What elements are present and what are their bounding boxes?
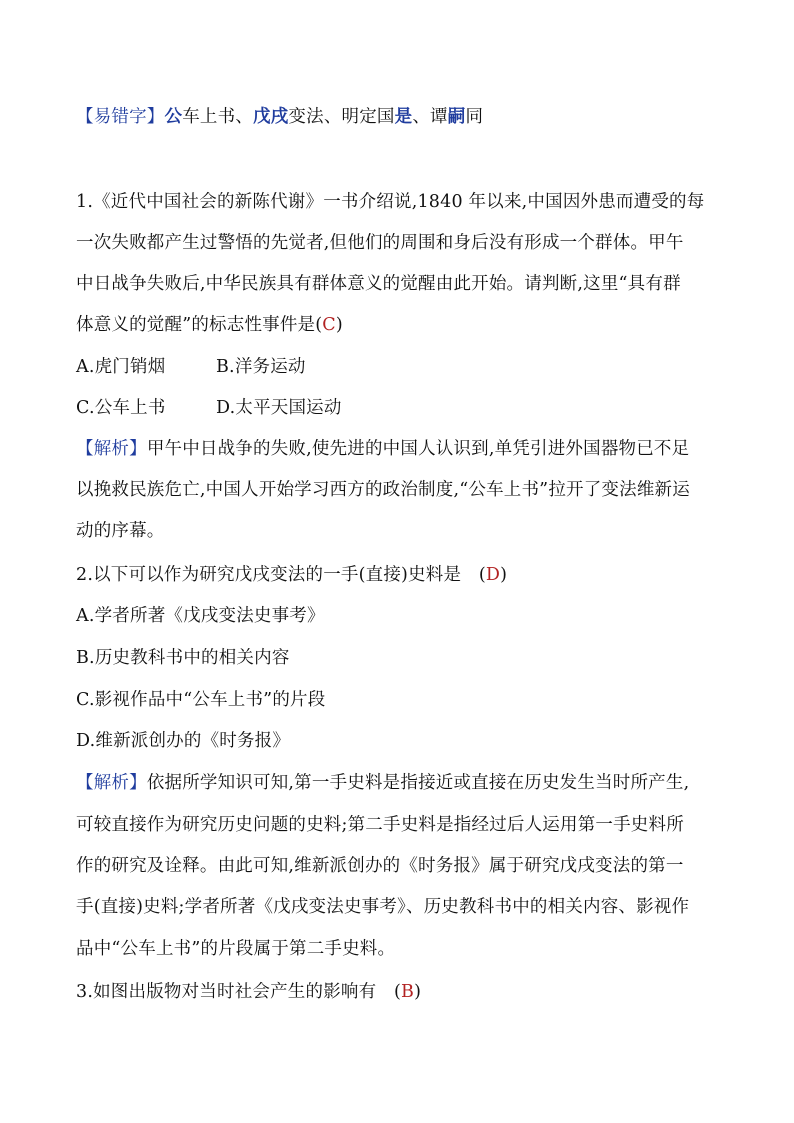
q2-stem bbox=[76, 565, 726, 585]
error-prone-words bbox=[165, 107, 484, 127]
q1-stem-line-1: 1.《近代中国社会的新陈代谢》一书介绍说,1840 年以来,中国因外患而遭受的每 bbox=[76, 192, 705, 212]
q1-option-a: A.虎门销烟 bbox=[76, 357, 166, 377]
header-text-segment: 车上书、 bbox=[182, 107, 254, 127]
q1-answer: C bbox=[322, 315, 336, 335]
q1-analysis-text-1: 甲午中日战争的失败,使先进的中国人认识到,单凭引进外国器物已不足 bbox=[146, 439, 690, 459]
q2-stem-text: 2.以下可以作为研究戊戌变法的一手(直接)史料是 ( bbox=[76, 565, 486, 585]
q1-stem-line-2: 一次失败都产生过警悟的先觉者,但他们的周围和身后没有形成一个群体。甲午 bbox=[76, 233, 684, 253]
q3-stem bbox=[76, 982, 726, 1002]
q1-analysis-tag: 【解析】 bbox=[76, 439, 147, 459]
q2-option-a: A.学者所著《戊戌变法史事考》 bbox=[76, 606, 325, 626]
q1-stem-close: ) bbox=[335, 315, 343, 335]
q1-analysis-line-2: 以挽救民族危亡,中国人开始学习西方的政治制度,“公车上书”拉开了变法维新运 bbox=[76, 480, 690, 500]
q2-analysis-tag: 【解析】 bbox=[76, 773, 147, 793]
error-prone-char: 公 bbox=[164, 107, 183, 127]
q3-stem-text: 3.如图出版物对当时社会产生的影响有 ( bbox=[76, 982, 402, 1002]
q1-stem-text: 体意义的觉醒”的标志性事件是( bbox=[76, 315, 323, 335]
q1-option-b: B.洋务运动 bbox=[216, 357, 306, 377]
q2-analysis-line-5: 品中“公车上书”的片段属于第二手史料。 bbox=[76, 939, 396, 959]
q2-analysis-line-1 bbox=[76, 773, 726, 793]
q1-analysis-line-3: 动的序幕。 bbox=[76, 521, 165, 541]
q2-stem-close: ) bbox=[500, 565, 508, 585]
q2-answer: D bbox=[485, 565, 501, 585]
error-prone-characters-line bbox=[76, 107, 726, 127]
header-text-segment: 同 bbox=[465, 107, 484, 127]
q1-stem-line-3: 中日战争失败后,中华民族具有群体意义的觉醒由此开始。请判断,这里“具有群 bbox=[76, 274, 681, 294]
error-prone-char: 戊戌 bbox=[253, 107, 289, 127]
q2-analysis-line-3: 作的研究及诠释。由此可知,维新派创办的《时务报》属于研究戊戌变法的第一 bbox=[76, 856, 684, 876]
q1-options-row-1 bbox=[76, 357, 726, 377]
q1-analysis-line-1 bbox=[76, 439, 726, 459]
q3-stem-close: ) bbox=[414, 982, 422, 1002]
q3-answer: B bbox=[401, 982, 415, 1002]
q2-analysis-line-2: 可较直接作为研究历史问题的史料;第二手史料是指经过后人运用第一手史料所 bbox=[76, 815, 684, 835]
q1-stem-line-4 bbox=[76, 315, 726, 335]
header-text-segment: 变法、明定国 bbox=[288, 107, 395, 127]
q2-analysis-line-4: 手(直接)史料;学者所著《戊戌变法史事考》、历史教科书中的相关内容、影视作 bbox=[76, 897, 690, 917]
q1-option-c: C.公车上书 bbox=[76, 398, 166, 418]
header-text-segment: 、谭 bbox=[412, 107, 448, 127]
q1-options-row-2 bbox=[76, 398, 726, 418]
q2-analysis-text-1: 依据所学知识可知,第一手史料是指接近或直接在历史发生当时所产生, bbox=[146, 773, 690, 793]
error-prone-char: 嗣 bbox=[447, 107, 466, 127]
q2-option-d: D.维新派创办的《时务报》 bbox=[76, 731, 291, 751]
error-prone-tag: 【易错字】 bbox=[76, 107, 165, 127]
q2-option-b: B.历史教科书中的相关内容 bbox=[76, 648, 290, 668]
q1-option-d: D.太平天国运动 bbox=[216, 398, 342, 418]
error-prone-char: 是 bbox=[394, 107, 413, 127]
q2-option-c: C.影视作品中“公车上书”的片段 bbox=[76, 690, 326, 710]
